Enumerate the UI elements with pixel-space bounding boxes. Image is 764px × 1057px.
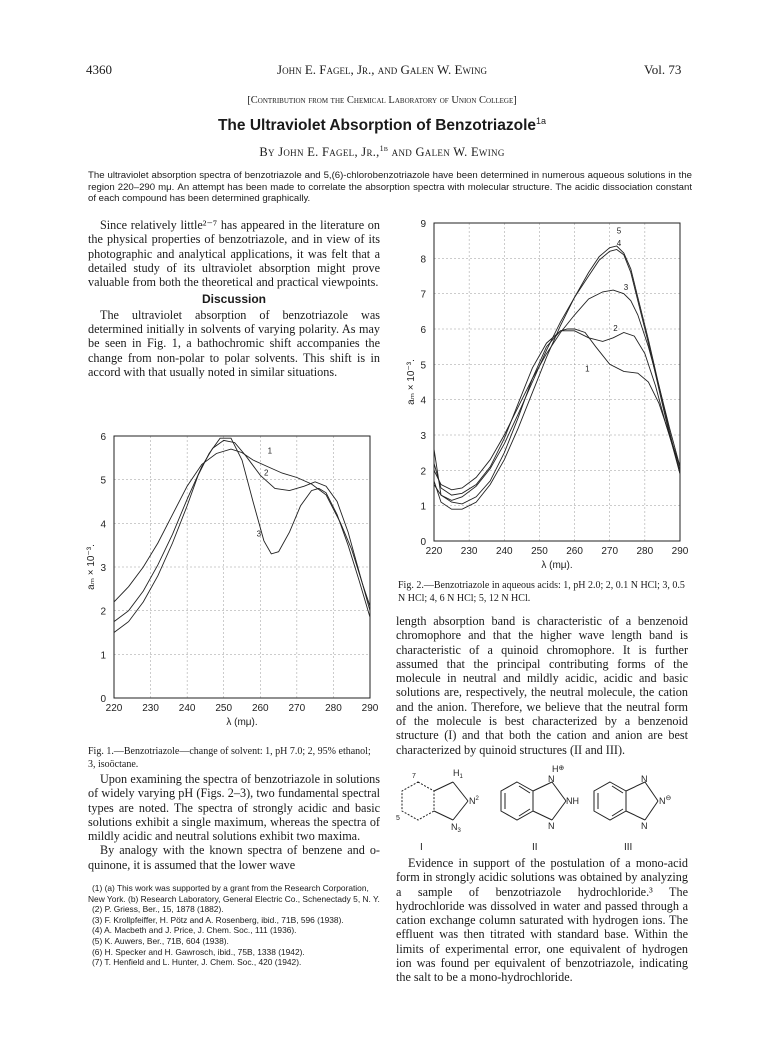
y-tick-label: 7 — [420, 289, 426, 301]
series-label: 2 — [613, 323, 618, 333]
y-tick-label: 2 — [100, 606, 106, 618]
y-axis-label: aₘ × 10⁻³. — [86, 544, 97, 590]
y-tick-label: 5 — [420, 360, 426, 372]
footnote: (2) P. Griess, Ber., 15, 1878 (1882). — [92, 904, 224, 915]
x-tick-label: 290 — [671, 546, 689, 557]
structure-label-I: I — [420, 842, 423, 853]
y-tick-label: 4 — [100, 519, 106, 531]
series-line-3 — [114, 438, 370, 632]
atom-h-plus: H⊕ — [552, 764, 565, 774]
volume-label: Vol. 73 — [644, 62, 682, 77]
series-label: 1 — [585, 364, 590, 374]
right-column-evidence — [396, 856, 688, 985]
series-label: 2 — [263, 468, 269, 478]
article-title: The Ultraviolet Absorption of Benzotriazole$^{1a}$ — [217, 116, 547, 135]
y-tick-label: 3 — [100, 563, 106, 574]
x-tick-label: 290 — [361, 703, 379, 714]
series-label: 5 — [616, 226, 622, 236]
series-line-1 — [114, 449, 370, 606]
atom-n-top-iii: N — [641, 774, 648, 784]
structure-label-III: III — [624, 842, 633, 853]
atom-n-minus: N⊖ — [659, 795, 672, 806]
atom-n-top-ii: N — [548, 774, 555, 784]
analogy-paragraph: By analogy with the known spectra of benzene and o-quinone, it is assumed that the lower wave — [88, 843, 380, 872]
footnote: (4) A. Macbeth and J. Price, J. Chem. Soc., 111 (1936). — [92, 925, 297, 936]
atom-nh: NH — [566, 796, 579, 806]
footnote: (6) H. Specker and H. Gawrosch, ibid., 75B, 1338 (1942). — [92, 946, 305, 957]
structure-I — [402, 782, 468, 820]
page-number: 4360 — [86, 62, 112, 77]
figure-2-chart — [392, 215, 692, 580]
x-tick-label: 260 — [566, 546, 583, 557]
x-axis-label: λ (mμ). — [541, 560, 573, 571]
footnote: (3) F. Krollpfeiffer, H. Pötz and A. Rosenberg, ibid., 71B, 596 (1938). — [92, 914, 344, 925]
atom-n3: $N_3$ — [451, 822, 461, 834]
series-label: 1 — [267, 446, 273, 456]
footnote: (1) (a) This work was supported by a grant from the Research Corporation, New York. (b) Research Laboratory, General Electric Co., Schenectady 5, N. Y. — [88, 883, 380, 904]
y-tick-label: 5 — [100, 475, 106, 487]
abstract: The ultraviolet absorption spectra of benzotriazole and 5,(6)-chlorobenzotriazole have been determined in numerous aqueous solutions in the region 220–290 mμ. An attempt has been made to correlate the absorption spectra with molecular structure. The acidic dissociation constant of each compound has been determined graphically. — [88, 170, 692, 204]
structure-II — [501, 782, 566, 820]
x-tick-label: 270 — [288, 703, 306, 714]
x-tick-label: 280 — [636, 546, 654, 557]
series-line-1 — [434, 329, 680, 504]
ph-paragraph: Upon examining the spectra of benzotriazole in solutions of widely varying pH (Figs. 2–3), two fundamental spectral types are noted. The spectra of strongly acidic and basic solutions exhibit a single maximum, whereas the spectra of mildly acidic and neutral solutions exhibit two maxima. — [88, 772, 380, 844]
series-label: 3 — [256, 529, 262, 539]
right-column-text — [396, 614, 688, 757]
y-tick-label: 1 — [100, 650, 106, 662]
structure-label-II: II — [532, 842, 538, 853]
discussion-paragraph: The ultraviolet absorption of benzotriazole was determined initially in solvents of varying polarity. As may be seen in Fig. 1, a bathochromic shift accompanies the change from non-polar to polar solvents. This shift is in accord with that usually noted in similar situations. — [88, 307, 380, 379]
y-tick-label: 6 — [100, 432, 106, 443]
x-tick-label: 220 — [105, 703, 123, 714]
y-tick-label: 2 — [420, 466, 426, 478]
atom-n-bottom-iii: N — [641, 821, 648, 831]
plot-frame — [434, 223, 680, 541]
y-tick-label: 1 — [420, 501, 426, 513]
footnote: (5) K. Auwers, Ber., 71B, 604 (1938). — [92, 935, 229, 946]
series-label: 3 — [623, 283, 629, 293]
x-tick-label: 260 — [251, 703, 269, 714]
intro-paragraph: Since relatively little²⁻⁷ has appeared in the literature on the physical properties of benzotriazole, and in view of its photographic and analytical applications, it was felt that a detailed study of its ultraviolet absorption might prove valuable from both the theoretical and practical viewpoints. — [88, 218, 380, 290]
y-tick-label: 0 — [100, 694, 106, 705]
byline: By John E. Fagel, Jr.,$^{1b}$ and Galen W. Ewing — [259, 144, 505, 160]
y-tick-label: 8 — [420, 254, 426, 266]
structure-III — [594, 782, 658, 820]
evidence-paragraph: Evidence in support of the postulation of a mono-acid form in strongly acidic solutions was obtained by analyzing a sample of benzotriazole hydrochloride.³ The hydrochloride was dissolved in water and passed through a cation exchange column saturated with hydrogen ions. The effluent was then titrated with standard base. Within the limits of experimental error, one equivalent of hydrogen ion was found per equivalent of benzotriazole, indicating the salt to be a mono-hydrochloride. — [396, 856, 688, 985]
series-label: 4 — [616, 238, 622, 248]
section-heading: Discussion — [201, 292, 267, 307]
left-column-intro — [88, 218, 380, 379]
series-line-2 — [114, 440, 370, 621]
footnote: (7) T. Henfield and L. Hunter, J. Chem. Soc., 420 (1942). — [92, 957, 302, 968]
x-tick-label: 240 — [495, 546, 513, 557]
x-axis-label: λ (mμ). — [226, 717, 258, 728]
y-axis-label: aₘ × 10⁻³. — [406, 359, 417, 405]
y-tick-label: 6 — [420, 325, 426, 336]
x-tick-label: 220 — [425, 546, 443, 557]
y-tick-label: 3 — [420, 431, 426, 442]
x-tick-label: 250 — [531, 546, 548, 557]
figure-1-chart — [86, 420, 386, 745]
x-tick-label: 280 — [325, 703, 342, 714]
atom-n-bottom-ii: N — [548, 821, 555, 831]
y-tick-label: 4 — [420, 395, 426, 407]
position-7-label: 7 — [412, 773, 416, 780]
x-tick-label: 230 — [142, 703, 159, 714]
y-tick-label: 9 — [420, 219, 426, 230]
structures-figure — [396, 764, 692, 854]
atom-n2: $N^2$ — [469, 796, 479, 806]
x-tick-label: 250 — [215, 703, 233, 714]
x-tick-label: 240 — [178, 703, 196, 714]
running-head-authors: John E. Fagel, Jr., and Galen W. Ewing — [277, 62, 487, 77]
series-line-4 — [434, 250, 680, 501]
x-tick-label: 230 — [460, 546, 478, 557]
left-column-lower — [88, 772, 380, 872]
x-tick-label: 270 — [601, 546, 619, 557]
affiliation: [Contribution from the Chemical Laboratory of Union College] — [247, 95, 517, 106]
chromophore-paragraph: length absorption band is characteristic of a benzenoid chromophore and that the higher wave length band is characteristic of a quinoid chromophore. It is further assumed that the principal contributing forms of the molecule in neutral and mildly acidic, acidic and basic solutions are, respectively, the neutral molecule, the cation and the anion. Therefore, we believe that the neutral form of the molecule is best characterized by a benzenoid structure (I) and that both the cation and anion are best characterized by quinoid structures (II and III). — [396, 614, 688, 757]
figure-1-caption: Fig. 1.—Benzotriazole—change of solvent: 1, pH 7.0; 2, 95% ethanol; 3, isoöctane. — [88, 746, 371, 770]
y-tick-label: 0 — [420, 537, 426, 548]
position-5-label: 5 — [396, 815, 400, 822]
footnotes — [88, 883, 380, 968]
atom-h1: $H_1$ — [453, 768, 463, 780]
figure-2-caption: Fig. 2.—Benzotriazole in aqueous acids: 1, pH 2.0; 2, 0.1 N HCl; 3, 0.5 N HCl; 4, 6 N HCl; 5, 12 N HCl. — [398, 580, 685, 604]
